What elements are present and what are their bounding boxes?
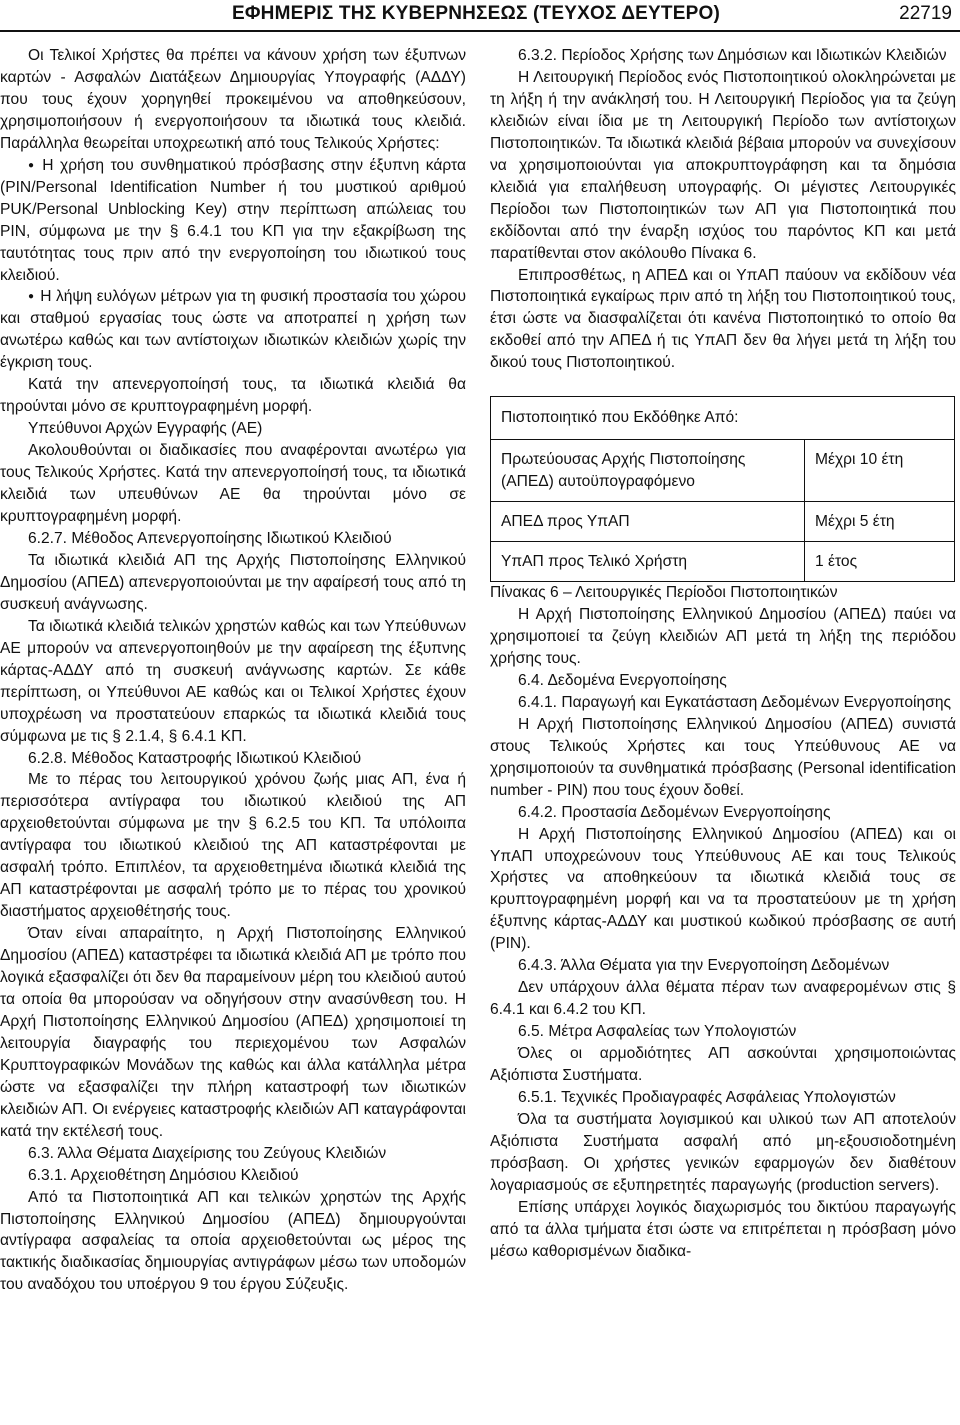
page-header — [0, 0, 960, 30]
table-cell-period: Μέχρι 5 έτη — [805, 502, 955, 542]
paragraph: Με το πέρας του λειτουργικού χρόνου ζωής μιας ΑΠ, ένα ή περισσότερα αντίγραφα του ιδιωτικού κλειδιού της ΑΠ αρχειοθετούνται σύμφωνα με την § 6.2.5 του ΚΠ. Τα υπόλοιπα αντίγραφα του ιδιωτικού κλειδιού της ΑΠ καταστρέφονται με ασφαλή τρόπο. Επιπλέον, τα αρχειοθετημένα ιδιωτικά κλειδιά της ΑΠ καταστρέφονται με ασφαλή τρόπο με το πέρας του χρονικού διαστήματος αρχειοθέτησής τους. — [0, 771, 466, 921]
paragraph: Όλα τα συστήματα λογισμικού και υλικού των ΑΠ αποτελούν Αξιόπιστα Συστήματα ασφαλή από μη-εξουσιοδοτημένη πρόσβαση. Οι χρήστες γενικών εφαρμογών δεν διαθέτουν λογαριασμούς σε εξυπηρετητές παραγωγής (production servers). — [490, 1110, 956, 1194]
header-divider — [0, 30, 960, 32]
table-row — [491, 440, 955, 502]
table-cell-issuer: Πρωτεύουσας Αρχής Πιστοποίησης (ΑΠΕΔ) αυτοϋπογραφόμενο — [491, 440, 805, 502]
section-heading: 6.2.8. Μέθοδος Καταστροφής Ιδιωτικού Κλειδιού — [28, 749, 362, 767]
paragraph: Από τα Πιστοποιητικά ΑΠ και τελικών χρηστών της Αρχής Πιστοποίησης Ελληνικού Δημοσίου (ΑΠΕΔ) δημιουργούνται αντίγραφα ασφαλείας τα οποία αρχειοθετούνται ως μέρος της τακτικής διαδικασίας δημιουργίας αντιγράφων μέσω των υποδομών του αναδόχου του υποέργου 9 του έργου Σύζευξις. — [0, 1188, 466, 1294]
paragraph: Ακολουθούνται οι διαδικασίες που αναφέρονται ανωτέρω για τους Τελικούς Χρήστες. Κατά την απενεργοποίησή τους, τα ιδιωτικά κλειδιά των υπευθύνων ΑΕ θα τηρούνται μόνο σε κρυπτογραφημένη μορφή. — [0, 442, 466, 526]
paragraph: Τα ιδιωτικά κλειδιά ΑΠ της Αρχής Πιστοποίησης Ελληνικού Δημοσίου (ΑΠΕΔ) απενεργοποιούνται με την αφαίρεσή τους από τη συσκευή ανάγνωσης. — [0, 551, 466, 613]
paragraph: Τα ιδιωτικά κλειδιά τελικών χρηστών καθώς και των Υπεύθυνων ΑΕ μπορούν να απενεργοποιηθούν με την αφαίρεση της έξυπνης κάρτας-ΑΔΔΥ από τη συσκευή ανάγνωσης καρτών. Σε κάθε περίπτωση, οι Υπεύθυνοι ΑΕ καθώς και οι Τελικοί Χρήστες έχουν υποχρέωση να προστατεύουν επαρκώς τα ιδιωτικά κλειδιά τους σύμφωνα με τις § 2.1.4, § 6.4.1 ΚΠ. — [0, 617, 466, 745]
paragraph: Η Αρχή Πιστοποίησης Ελληνικού Δημοσίου (ΑΠΕΔ) συνιστά στους Τελικούς Χρήστες και τους Υπεύθυνους ΑΕ να χρησιμοποιούν τα συνθηματικά πρόσβασης (Personal identification number - PIN) που τους έχουν δοθεί. — [490, 715, 956, 799]
table-caption: Πίνακας 6 – Λειτουργικές Περίοδοι Πιστοποιητικών — [490, 584, 838, 602]
paragraph: Οι Τελικοί Χρήστες θα πρέπει να κάνουν χρήση των έξυπνων καρτών - Ασφαλών Διατάξεων Δημιουργίας Υπογραφής (ΑΔΔΥ) που τους έχουν χορηγηθεί προκειμένου να αποθηκεύσουν, χρησιμοποιήσουν ή ενεργοποιήσουν τα ιδιωτικά τους κλειδιά. Παράλληλα θεωρείται υποχρεωτική από τους Τελικούς Χρήστες: — [0, 47, 466, 152]
bullet-text: Η χρήση του συνθηματικού πρόσβασης στην έξυπνη κάρτα (PIN/Personal Identification Number ή του μυστικού αριθμού PUK/Personal Unblocking Key) στην περίπτωση απώλειας του PIN, σύμφωνα με την § 6.4.1 του ΚΠ για την εξακρίβωση της ταυτότητας τους πριν από την ενεργοποίηση του ιδιωτικού τους κλειδιού. — [0, 156, 466, 284]
table-cell-issuer: ΑΠΕΔ προς ΥπΑΠ — [491, 502, 805, 542]
subheading: Υπεύθυνοι Αρχών Εγγραφής (ΑΕ) — [28, 420, 263, 438]
table-header-row — [491, 397, 955, 440]
certificate-period-table — [490, 396, 955, 582]
table-header-cell: Πιστοποιητικό που Εκδόθηκε Από: — [491, 397, 955, 440]
section-heading: 6.5. Μέτρα Ασφαλείας των Υπολογιστών — [518, 1023, 797, 1041]
page-number: 22719 — [899, 3, 952, 24]
right-column — [490, 45, 956, 1263]
bullet-icon — [28, 288, 40, 305]
paragraph: Η Λειτουργική Περίοδος ενός Πιστοποιητικού ολοκληρώνεται με τη λήξη ή την ανάκλησή του. Η Λειτουργική Περίοδος για τα ζεύγη κλειδιών είναι ίδια με τη Λειτουργική Περίοδο των αντίστοιχων Πιστοποιητικών. Τα ιδιωτικά κλειδιά βέβαια μπορούν να συνεχίσουν να χρησιμοποιούνται για αποκρυπτογράφηση και τα δημόσια κλειδιά για επαλήθευση υπογραφής. Οι μέγιστες Λειτουργικές Περίοδοι των Πιστοποιητικών των ΑΠ για Πιστοποιητικά που εκδίδονται από την έναρξη ισχύος του παρόντος ΚΠ και μετά παρατίθενται στον ακόλουθο Πίνακα 6. — [490, 68, 956, 262]
table-cell-period: Μέχρι 10 έτη — [805, 440, 955, 502]
table-row — [491, 542, 955, 582]
paragraph: Επιπροσθέτως, η ΑΠΕΔ και οι ΥπΑΠ παύουν να εκδίδουν νέα Πιστοποιητικά εγκαίρως πριν από τη λήξη του Πιστοποιητικού τους, έτσι ώστε να διασφαλίζεται ότι κανένα Πιστοποιητικό το οποίο θα εκδοθεί από την ΑΠΕΔ ή τις ΥπΑΠ δεν θα λήγει μετά τη λήξη του δικού τους Πιστοποιητικού. — [490, 266, 956, 372]
paragraph: Δεν υπάρχουν άλλα θέματα πέραν των αναφερομένων στις § 6.4.1 και 6.4.2 του ΚΠ. — [490, 979, 956, 1019]
section-heading: 6.3.2. Περίοδος Χρήσης των Δημόσιων και Ιδιωτικών Κλειδιών — [518, 47, 947, 64]
section-heading: 6.3. Άλλα Θέματα Διαχείρισης του Ζεύγους Κλειδιών — [28, 1144, 387, 1162]
section-heading: 6.4. Δεδομένα Ενεργοποίησης — [518, 671, 727, 689]
table-cell-period: 1 έτος — [805, 542, 955, 582]
bullet-item — [0, 286, 466, 374]
section-heading: 6.5.1. Τεχνικές Προδιαγραφές Ασφάλειας Υπολογιστών — [518, 1088, 896, 1106]
section-heading: 6.4.3. Άλλα Θέματα για την Ενεργοποίηση Δεδομένων — [518, 957, 890, 975]
gazette-title: ΕΦΗΜΕΡΙΣ ΤΗΣ ΚΥΒΕΡΝΗΣΕΩΣ (ΤΕΥΧΟΣ ΔΕΥΤΕΡΟ) — [232, 3, 720, 24]
section-heading: 6.4.1. Παραγωγή και Εγκατάσταση Δεδομένων Ενεργοποίησης — [518, 693, 952, 711]
table-row — [491, 502, 955, 542]
section-heading: 6.2.7. Μέθοδος Απενεργοποίησης Ιδιωτικού Κλειδιού — [28, 529, 392, 547]
paragraph: Επίσης υπάρχει λογικός διαχωρισμός του δικτύου παραγωγής από τα άλλα τμήματα έτσι ώστε να επιτρέπεται η πρόσβαση μόνο μέσω καθορισμένων διαδικα- — [490, 1198, 956, 1260]
table-cell-issuer: ΥπΑΠ προς Τελικό Χρήστη — [491, 542, 805, 582]
bullet-item — [0, 155, 466, 287]
bullet-icon — [28, 157, 42, 174]
paragraph: Η Αρχή Πιστοποίησης Ελληνικού Δημοσίου (ΑΠΕΔ) παύει να χρησιμοποιεί τα ζεύγη κλειδιών ΑΠ μετά τη λήξη της περιόδου χρήσης τους. — [490, 606, 956, 667]
spacer — [490, 374, 956, 396]
paragraph: Η Αρχή Πιστοποίησης Ελληνικού Δημοσίου (ΑΠΕΔ) και οι ΥπΑΠ υποχρεώνουν τους Υπεύθυνους ΑΕ και τους Τελικούς Χρήστες να αποθηκεύουν τα ιδιωτικά κλειδιά τους σε κρυπτογραφημένη μορφή και να τα προστατεύουν με τη χρήση έξυπνης κάρτας-ΑΔΔΥ και μυστικού κωδικού πρόσβασης σε αυτή (PIN). — [490, 825, 956, 953]
paragraph: Όταν είναι απαραίτητο, η Αρχή Πιστοποίησης Ελληνικού Δημοσίου (ΑΠΕΔ) καταστρέφει τα ιδιωτικά κλειδιά ΑΠ με τρόπο που λογικά εξασφαλίζει ότι δεν θα παραμείνουν μέρη του κλειδιού αυτού τα οποία θα μπορούσαν να οδηγήσουν στην ανασύνθεση του. Η Αρχή Πιστοποίησης Ελληνικού Δημοσίου (ΑΠΕΔ) χρησιμοποιεί τη λειτουργία διαγραφής του περιεχομένου των Ασφαλών Κρυπτογραφικών Μονάδων της καθώς και άλλα κατάλληλα μέτρα ώστε να εξασφαλίζει την πλήρη καταστροφή των ιδιωτικών κλειδιών ΑΠ. Οι ενέργειες καταστροφής κλειδιών ΑΠ καταγράφονται κατά την εκτέλεσή τους. — [0, 925, 466, 1140]
section-heading: 6.3.1. Αρχειοθέτηση Δημόσιου Κλειδιού — [28, 1166, 299, 1184]
bullet-text: Η λήψη ευλόγων μέτρων για τη φυσική προστασία του χώρου και σταθμού εργασίας τους ώστε να αποτραπεί η χρήση των ανωτέρω καθώς και των αντίστοιχων ιδιωτικών κλειδιών χωρίς την έγκριση τους. — [0, 288, 466, 372]
section-heading: 6.4.2. Προστασία Δεδομένων Ενεργοποίησης — [518, 803, 831, 821]
paragraph: Κατά την απενεργοποίησή τους, τα ιδιωτικά κλειδιά θα τηρούνται μόνο σε κρυπτογραφημένη μορφή. — [0, 376, 466, 416]
left-column — [0, 45, 466, 1296]
paragraph: Όλες οι αρμοδιότητες ΑΠ ασκούνται χρησιμοποιώντας Αξιόπιστα Συστήματα. — [490, 1045, 956, 1085]
